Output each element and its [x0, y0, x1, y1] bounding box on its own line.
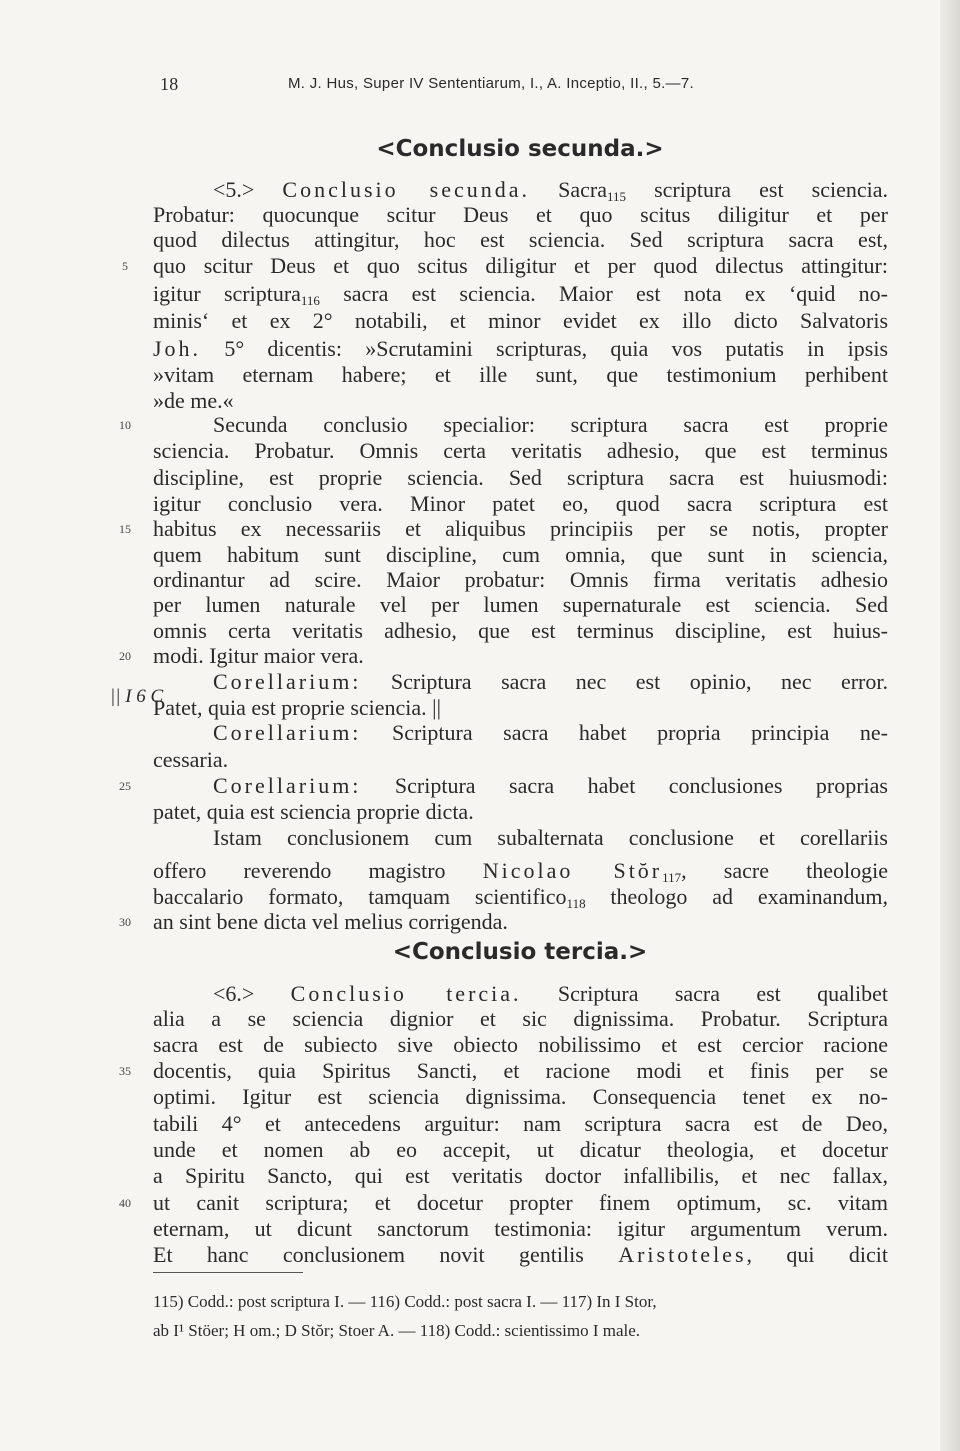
line-text: igitur conclusio vera. Minor patet eo, quod sacra scriptura est [153, 491, 888, 516]
section-heading-secunda: <Conclusio secunda.> [376, 136, 664, 162]
text-line [153, 1241, 888, 1269]
text-line [213, 176, 888, 204]
line-text: habitus ex necessariis et aliquibus principiis per se notis, propter [153, 516, 888, 541]
line-number: 30 [119, 915, 131, 929]
page-number: 18 [160, 74, 179, 94]
text-line [153, 437, 888, 465]
text-line [213, 980, 888, 1008]
footnote-text: 115) Codd.: post scriptura I. — 116) Codd.: post sacra I. — 117) In I Stor, [153, 1292, 657, 1311]
text-line [153, 1162, 888, 1190]
footnote-marker: 116 [300, 293, 320, 308]
line-number: 25 [119, 779, 131, 793]
line-number: 5 [122, 259, 128, 273]
line-text: optimi. Igitur est sciencia dignissima. Consequencia tenet ex no- [153, 1084, 888, 1109]
section-heading-tercia: <Conclusio tercia.> [392, 939, 648, 965]
spaced-name: Aristoteles [618, 1242, 747, 1267]
text-line [153, 617, 888, 645]
page-edge-shadow [940, 0, 960, 1451]
footnote-line [153, 1290, 888, 1314]
text-line [153, 252, 888, 280]
margin-reference: || I 6 C [110, 686, 164, 707]
spaced-name: Corellarium: [213, 669, 362, 694]
line-text: quo scitur Deus et quo scitus diligitur et per quod dilectus attingitur: [153, 253, 888, 278]
line-text: ordinantur ad scire. Maior probatur: Omnis firma veritatis adhesio [153, 567, 888, 592]
line-text: omnis certa veritatis adhesio, que est terminus discipline, est huius- [153, 618, 888, 643]
line-text: sacra est de subiecto sive obiecto nobilissimo et est cercior racione [153, 1032, 888, 1057]
text-line [153, 1005, 888, 1033]
text-line [153, 1031, 888, 1059]
line-text: 5° dicentis: »Scrutamini scripturas, quia vos putatis in ipsis [201, 336, 888, 361]
spaced-name: Nicolao Stŏr [482, 858, 663, 883]
line-number: 35 [119, 1064, 131, 1078]
footnote-marker: 118 [566, 896, 586, 911]
line-text: Scriptura sacra habet conclusiones proprias [361, 773, 888, 798]
line-text: discipline, est proprie sciencia. Sed scriptura sacra est huiusmodi: [153, 465, 888, 490]
text-line [153, 883, 888, 911]
line-text: <6.> [213, 981, 291, 1006]
line-text: ut canit scriptura; et docetur propter finem optimum, sc. vitam [153, 1190, 888, 1215]
text-line [213, 411, 888, 439]
line-text: Secunda conclusio specialior: scriptura sacra est proprie [213, 412, 888, 437]
text-line [153, 464, 888, 492]
footnote-marker: 115 [606, 189, 627, 204]
line-text: igitur scriptura [153, 281, 301, 306]
line-text: offero reverendo magistro [153, 858, 483, 883]
text-line [213, 719, 888, 747]
line-text: sciencia. Probatur. Omnis certa veritatis adhesio, que est terminus [153, 438, 888, 463]
line-text: Probatur: quocunque scitur Deus et quo scitus diligitur et per [153, 202, 888, 227]
text-line [153, 201, 888, 229]
line-text: »vitam eternam habere; et ille sunt, que testimonium perhibent [153, 362, 888, 387]
text-line [153, 857, 888, 885]
text-line [153, 1136, 888, 1164]
line-text: an sint bene dicta vel melius corrigenda. [153, 909, 508, 934]
line-text: docentis, quia Spiritus Sancti, et racione modi et finis per se [153, 1058, 888, 1083]
text-line [153, 307, 888, 335]
text-line [153, 591, 888, 619]
line-text: »de me.« [153, 388, 234, 413]
line-text: Scriptura sacra est qualibet [521, 981, 888, 1006]
line-number: 10 [119, 418, 131, 432]
text-line [153, 280, 888, 308]
line-text: sacra est sciencia. Maior est nota ex ‘quid no- [319, 281, 888, 306]
text-line [153, 746, 888, 774]
spaced-name: Corellarium: [213, 720, 362, 745]
text-line [213, 772, 888, 800]
footnote-text: ab I¹ Stöer; H om.; D Stŏr; Stoer A. — 118) Codd.: scientissimo I male. [153, 1321, 641, 1340]
footnote-marker: 117 [662, 870, 682, 885]
line-text: quod dilectus attingitur, hoc est sciencia. Sed scriptura sacra est, [153, 227, 888, 252]
line-text: <5.> [213, 177, 283, 202]
text-line [153, 1110, 888, 1138]
line-text: unde et nomen ab eo accepit, ut dicatur theologia, et docetur [153, 1137, 888, 1162]
line-text: baccalario formato, tamquam scientifico [153, 884, 567, 909]
spaced-name: Corellarium: [213, 773, 362, 798]
text-line [153, 226, 888, 254]
line-text: Scriptura sacra habet propria principia ne- [361, 720, 888, 745]
line-text: a Spiritu Sancto, qui est veritatis doctor infallibilis, et nec fallax, [153, 1163, 888, 1188]
line-text: Sacra [530, 177, 607, 202]
line-text: tabili 4° et antecedens arguitur: nam scriptura sacra est de Deo, [153, 1111, 888, 1136]
footnote-rule [153, 1272, 303, 1273]
line-text: alia a se sciencia dignior et sic dignissima. Probatur. Scriptura [153, 1006, 888, 1031]
text-line [153, 361, 888, 389]
running-title: M. J. Hus, Super IV Sententiarum, I., A. Inceptio, II., 5.—7. [288, 75, 694, 92]
line-text: minis‘ et ex 2° notabili, et minor evidet ex illo dicto Salvatoris [153, 308, 888, 333]
line-text: eternam, ut dicunt sanctorum testimonia: igitur argumentum verum. [153, 1216, 888, 1241]
text-line [153, 642, 888, 670]
spaced-name: Joh. [153, 336, 202, 361]
text-line [213, 824, 888, 852]
text-line [153, 1057, 888, 1085]
spaced-name: Conclusio tercia. [290, 981, 522, 1006]
line-number: 15 [119, 522, 131, 536]
line-text: cessaria. [153, 747, 229, 772]
line-number: 40 [119, 1196, 131, 1210]
text-line [153, 515, 888, 543]
footnote-line [153, 1319, 888, 1343]
line-text: , qui dicit [746, 1242, 888, 1267]
text-line [153, 490, 888, 518]
text-line [153, 1083, 888, 1111]
line-text: scriptura est sciencia. [626, 177, 888, 202]
text-line [153, 541, 888, 569]
line-text: Patet, quia est proprie sciencia. || [153, 695, 441, 720]
text-line [213, 668, 888, 696]
text-line [153, 566, 888, 594]
text-line [153, 908, 888, 936]
page-header [160, 74, 860, 104]
line-text: theologo ad examinandum, [585, 884, 888, 909]
text-line [153, 694, 888, 722]
line-text: quem habitum sunt discipline, cum omnia, que sunt in sciencia, [153, 542, 888, 567]
line-text: Et hanc conclusionem novit gentilis [153, 1242, 619, 1267]
line-text: per lumen naturale vel per lumen supernaturale est sciencia. Sed [153, 592, 888, 617]
text-line [153, 1215, 888, 1243]
line-text: patet, quia est sciencia proprie dicta. [153, 799, 474, 824]
line-number: 20 [119, 649, 131, 663]
line-text: , sacre theologie [681, 858, 888, 883]
line-text: modi. Igitur maior vera. [153, 643, 364, 668]
line-text: Istam conclusionem cum subalternata conclusione et corellariis [213, 825, 888, 850]
text-line [153, 798, 888, 826]
line-text: Scriptura sacra nec est opinio, nec error. [361, 669, 888, 694]
text-line [153, 1189, 888, 1217]
text-line [153, 335, 888, 363]
spaced-name: Conclusio secunda. [282, 177, 531, 202]
